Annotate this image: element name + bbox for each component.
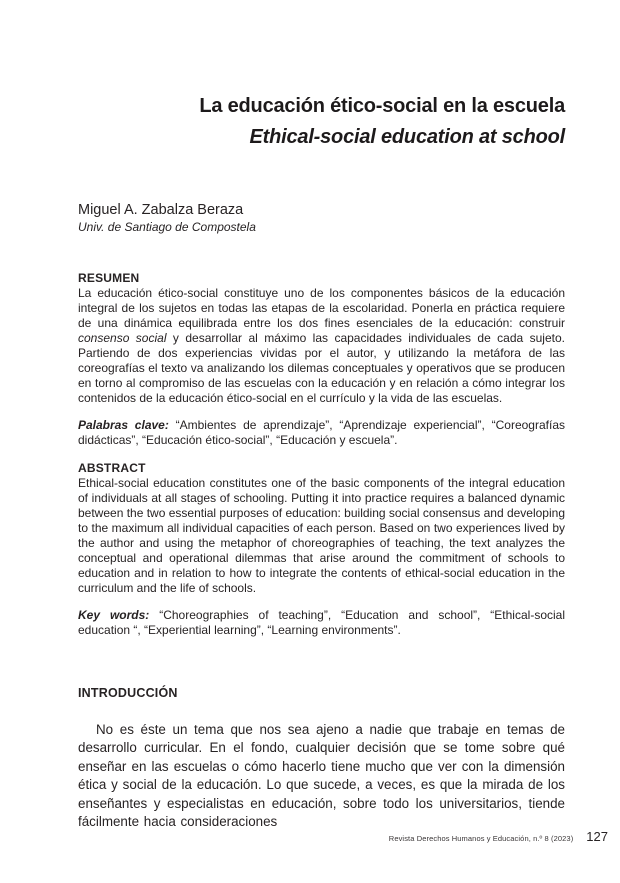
key-words-label: Key words: bbox=[78, 608, 150, 622]
title-block bbox=[78, 91, 565, 153]
resumen-text-italic: consenso social bbox=[78, 331, 167, 345]
article-title-english: Ethical-social education at school bbox=[249, 126, 565, 148]
page-footer bbox=[78, 829, 608, 844]
article-title-spanish: La educación ético-social en la escuela bbox=[199, 95, 565, 117]
palabras-clave-text: “Ambientes de aprendizaje”, “Aprendizaje experiencial”, “Coreografías didácticas”, “Educación ético-social”, “Educación y escuela”. bbox=[78, 418, 565, 447]
introduction-heading: INTRODUCCIÓN bbox=[78, 686, 178, 700]
abstract-paragraph: Ethical-social education constitutes one of the basic components of the integral education of individuals at all stages of schooling. Putting it into practice requires a balanced dynamic between the two essential purposes of education: building social consensus and developing to the maximum all individual capacities of each person. Based on two experiences lived by the author and using the metaphor of choreographies of teaching, the text analyzes the conceptual and operational dilemmas that arise around the commitment of schools to education and in relation to how to integrate the contents of ethical-social education in the curriculum and the life of schools. bbox=[78, 476, 565, 595]
author-affiliation: Univ. de Santiago de Compostela bbox=[78, 220, 256, 234]
resumen-paragraph bbox=[78, 286, 565, 406]
abstract-heading: ABSTRACT bbox=[78, 461, 146, 475]
palabras-clave-label: Palabras clave: bbox=[78, 418, 169, 432]
author-block bbox=[78, 202, 565, 234]
resumen-heading: RESUMEN bbox=[78, 271, 140, 285]
palabras-clave-paragraph bbox=[78, 418, 565, 448]
key-words-paragraph bbox=[78, 608, 565, 638]
author-name: Miguel A. Zabalza Beraza bbox=[78, 202, 244, 218]
page-number: 127 bbox=[586, 829, 608, 844]
resumen-text-part2: y desarrollar al máximo las capacidades individuales de cada sujeto. Partiendo de dos experiencias vividas por el autor, y utilizando la metáfora de las coreografías el texto va analizando los dilemas conceptuales y operativos que se producen en torno al compromiso de las escuelas con la educación y en relación a cómo integrar los contenidos de la educación ético-social en el currículo y la vida de las escuelas. bbox=[78, 331, 565, 405]
journal-citation: Revista Derechos Humanos y Educación, n.º 8 (2023) bbox=[388, 834, 574, 843]
introduction-paragraph: No es éste un tema que nos sea ajeno a nadie que trabaje en temas de desarrollo curricular. En el fondo, cualquier decisión que se tome sobre qué enseñar en las escuelas o cómo hacerlo tiene mucho que ver con la dimensión ética y social de la educación. Lo que sucede, a veces, es que la mirada de los enseñantes y especialistas en educación, sobre todo los universitarios, tiende fácilmente hacia consideraciones bbox=[78, 722, 565, 830]
key-words-text: “Choreographies of teaching”, “Education and school”, “Ethical-social education “, “Experiential learning”, “Learning environments”. bbox=[78, 608, 565, 637]
resumen-text-part1: La educación ético-social constituye uno de los componentes básicos de la educación integral de los sujetos en todas las etapas de la escolaridad. Ponerla en práctica requiere de una dinámica equilibrada entre los dos fines esenciales de la educación: construir bbox=[78, 286, 565, 330]
